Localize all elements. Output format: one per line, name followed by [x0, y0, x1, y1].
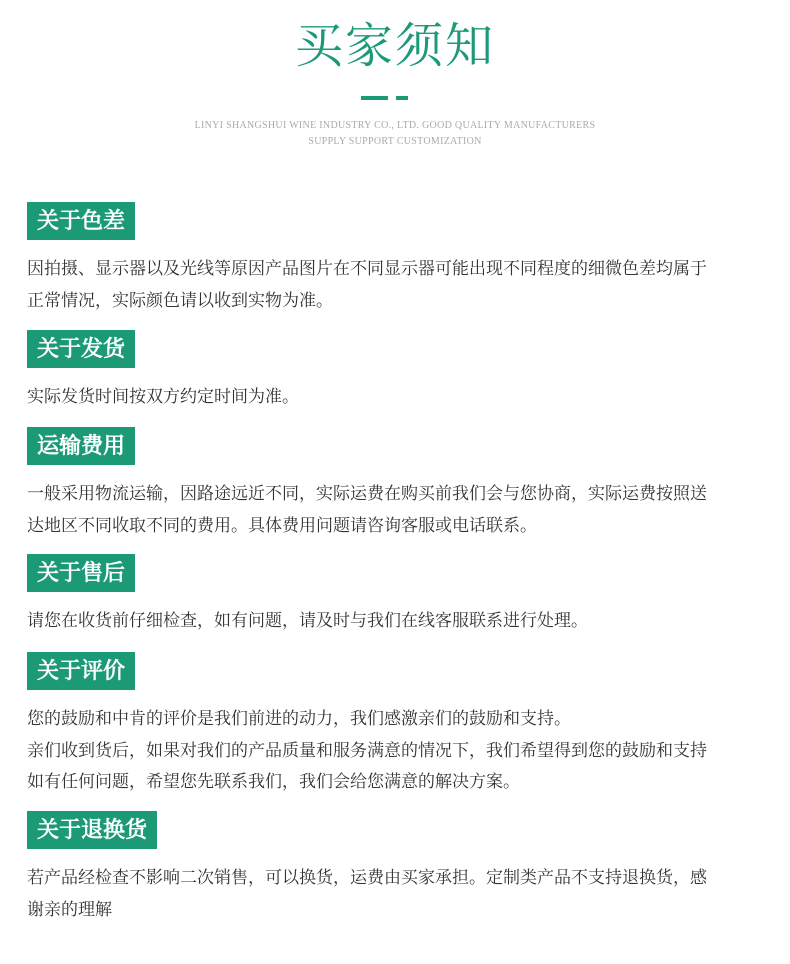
section-body: 实际发货时间按双方约定时间为准。 [27, 387, 299, 407]
section-shipping-cost [27, 427, 767, 542]
section-after-sales [27, 554, 767, 638]
section-shipping [27, 330, 767, 414]
section-body: 您的鼓励和中肯的评价是我们前进的动力，我们感激亲们的鼓励和支持。 亲们收到货后，如果对我们的产品质量和服务满意的情况下，我们希望得到您的鼓励和支持 如有任何问题，希望您先联系我们，我们会给您满意的解决方案。 [27, 709, 707, 792]
section-heading: 关于评价 [27, 652, 135, 690]
page-title: 买家须知 [294, 18, 495, 74]
section-body: 一般采用物流运输，因路途远近不同，实际运费在购买前我们会与您协商，实际运费按照送 达地区不同收取不同的费用。具体费用问题请咨询客服或电话联系。 [27, 484, 707, 536]
section-body: 因拍摄、显示器以及光线等原因产品图片在不同显示器可能出现不同程度的细微色差均属于 正常情况，实际颜色请以收到实物为准。 [27, 259, 707, 311]
section-body: 请您在收货前仔细检查，如有问题，请及时与我们在线客服联系进行处理。 [27, 611, 588, 631]
section-heading: 关于发货 [27, 330, 135, 368]
section-body: 若产品经检查不影响二次销售，可以换货，运费由买家承担。定制类产品不支持退换货，感 谢亲的理解 [27, 868, 707, 920]
title-divider-long [361, 96, 388, 100]
section-reviews [27, 652, 767, 799]
section-heading: 关于色差 [27, 202, 135, 240]
section-heading: 关于退换货 [27, 811, 157, 849]
title-divider-short [396, 96, 408, 100]
company-tagline: SUPPLY SUPPORT CUSTOMIZATION [308, 136, 482, 147]
section-heading: 运输费用 [27, 427, 135, 465]
section-color-difference [27, 202, 767, 317]
company-subtitle: LINYI SHANGSHUI WINE INDUSTRY CO., LTD. GOOD QUALITY MANUFACTURERS [194, 120, 596, 131]
section-heading: 关于售后 [27, 554, 135, 592]
section-returns [27, 811, 767, 926]
